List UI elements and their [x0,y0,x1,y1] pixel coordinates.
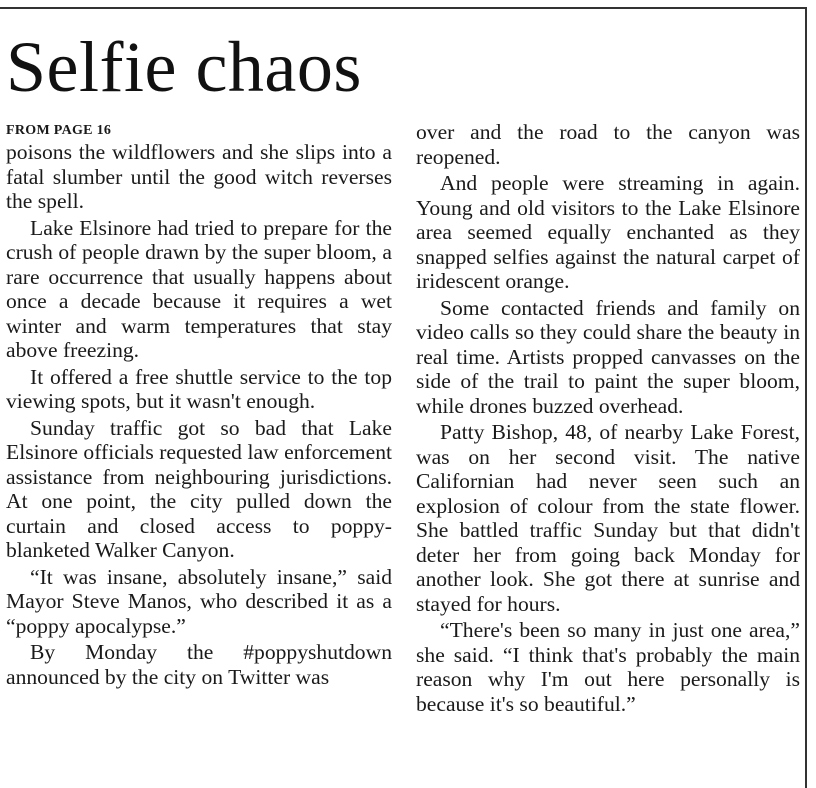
top-rule [0,7,806,9]
paragraph: Sunday traffic got so bad that Lake Elsinore officials requested law enforcement assistance from neighbouring jurisdictions. At one point, the city pulled down the curtain and closed access to poppy-blanketed Walker Canyon. [6,415,392,562]
paragraph: It offered a free shuttle service to the top viewing spots, but it wasn't enough. [6,364,392,413]
paragraph: Some contacted friends and family on video calls so they could share the beauty in real time. Artists propped canvasses on the side of the trail to paint the super bloom, while drones buzzed overhead. [416,295,800,418]
paragraph: “There's been so many in just one area,” she said. “I think that's probably the main reason why I'm out here personally is because it's so beautiful.” [416,618,800,716]
right-rule [805,7,807,788]
article-column-right [416,120,800,718]
paragraph: And people were streaming in again. Young and old visitors to the Lake Elsinore area seemed equally enchanted as they snapped selfies against the natural carpet of iridescent orange. [416,171,800,293]
headline: Selfie chaos [6,27,362,107]
paragraph: By Monday the #poppyshutdown announced by the city on Twitter was [6,640,392,689]
paragraph: over and the road to the canyon was reopened. [416,120,800,169]
paragraph: “It was insane, absolutely insane,” said Mayor Steve Manos, who described it as a “poppy apocalypse.” [6,564,392,638]
paragraph: poisons the wildflowers and she slips into a fatal slumber until the good witch reverses the spell. [6,140,392,213]
paragraph: Lake Elsinore had tried to prepare for the crush of people drawn by the super bloom, a rare occurrence that usually happens about once a decade because it requires a wet winter and warm temperatures that stay above freezing. [6,215,392,362]
paragraph: Patty Bishop, 48, of nearby Lake Forest, was on her second visit. The native Californian had never seen such an explosion of colour from the state flower. She battled traffic Sunday but that didn't deter her from going back Monday for another look. She got there at sunrise and stayed for hours. [416,420,800,616]
continuation-kicker: FROM PAGE 16 [6,123,112,138]
article-column-left [6,120,392,691]
